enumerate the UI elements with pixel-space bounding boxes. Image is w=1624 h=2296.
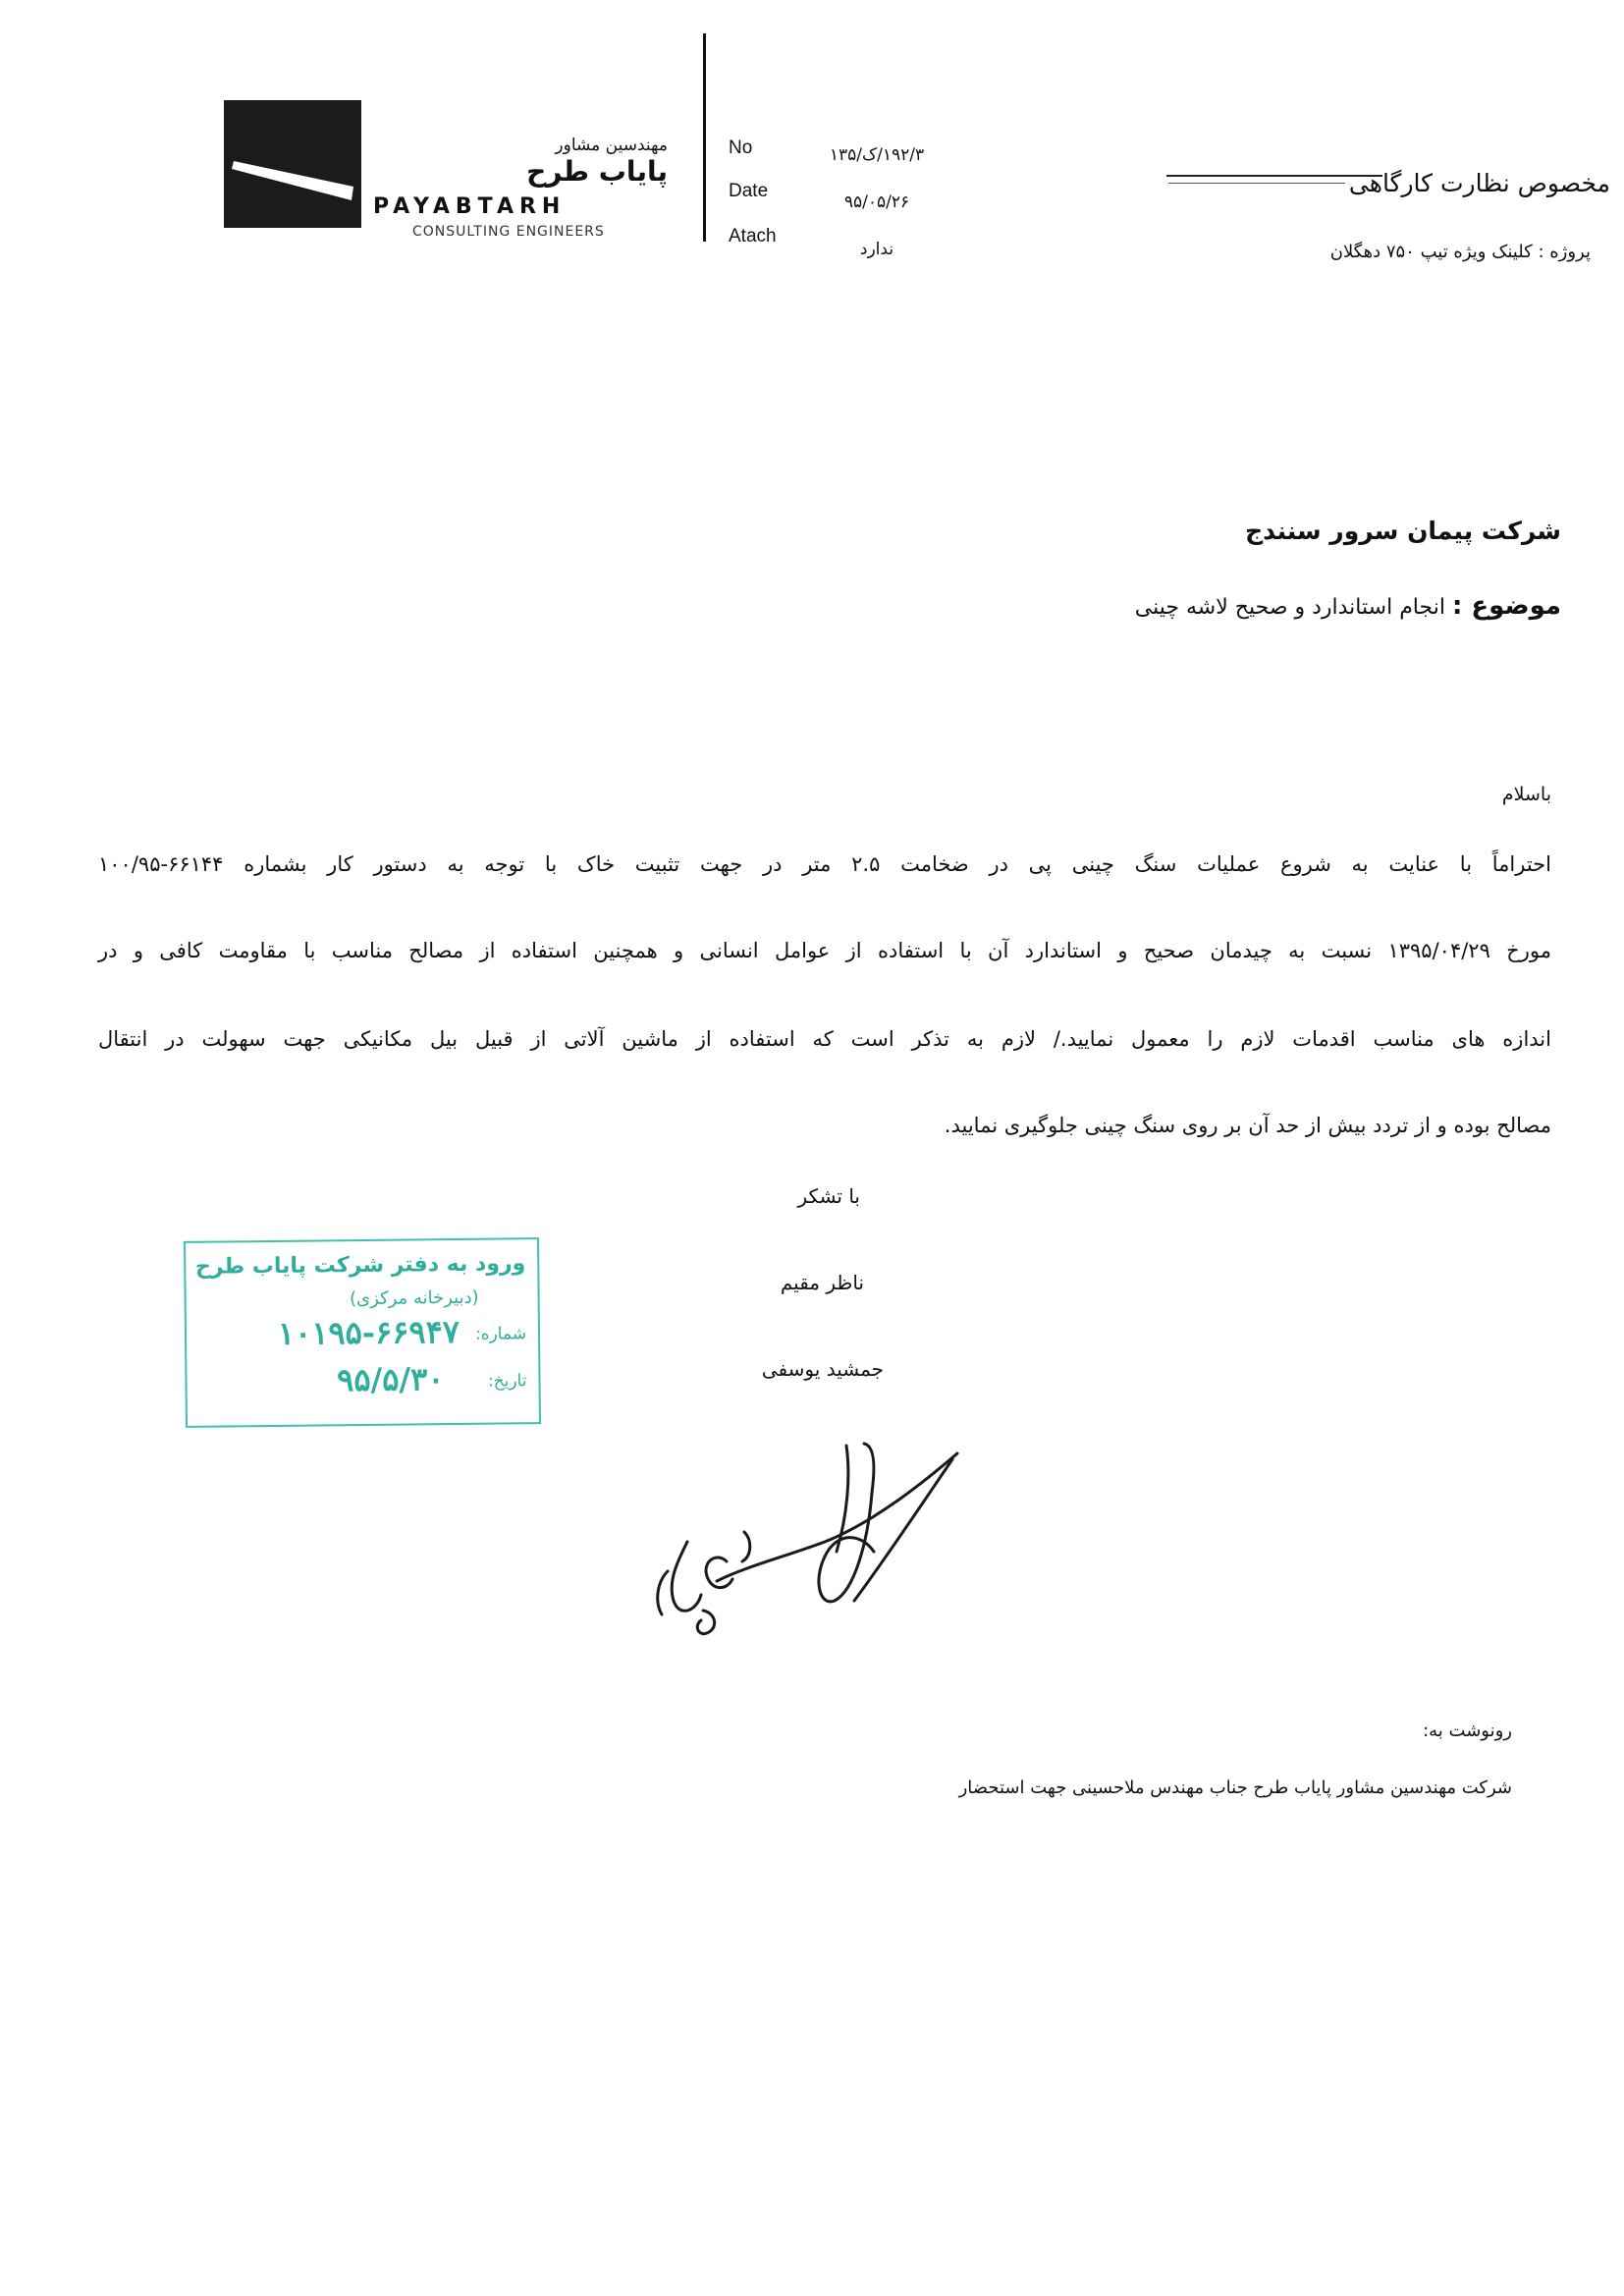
receipt-stamp — [184, 1237, 541, 1428]
body-line: احتراماً با عنایت به شروع عملیات سنگ چینی پی در ضخامت ۲.۵ متر در جهت تثبیت خاک با توجه به دستور کار بشماره ۶۶۱۴۴-۱۰۰/۹۵ — [98, 852, 1551, 876]
handwritten-signature — [628, 1434, 982, 1660]
body-line: مصالح بوده و از تردد بیش از حد آن بر روی سنگ چینی جلوگیری نمایید. — [944, 1114, 1551, 1137]
company-name-en: PAYABTARH — [373, 194, 567, 219]
supervision-label: مخصوص نظارت کارگاهی — [1348, 169, 1610, 197]
subject-row — [884, 591, 1561, 621]
company-name-fa-small: مهندسین مشاور — [555, 136, 668, 155]
cc-label: رونوشت به: — [1423, 1721, 1512, 1741]
closing-role: ناظر مقیم — [780, 1271, 864, 1294]
no-label: No — [729, 137, 753, 158]
cc-recipient: شرکت مهندسین مشاور پایاب طرح جناب مهندس ملاحسینی جهت استحضار — [958, 1777, 1512, 1798]
stamp-title: ورود به دفتر شرکت پایاب طرح — [194, 1251, 526, 1280]
closing-thanks: با تشکر — [797, 1184, 860, 1208]
no-value: ۱۹۲/۳/ک/۱۳۵ — [829, 145, 925, 165]
stamp-number-label: شماره: — [474, 1324, 527, 1344]
date-value: ۹۵/۰۵/۲۶ — [843, 192, 910, 212]
closing-name: جمشید یوسفی — [761, 1357, 884, 1381]
stamp-subtitle: (دبیرخانه مرکزی) — [349, 1286, 479, 1310]
company-logo-mark — [224, 100, 361, 228]
logo-wedge-icon — [224, 100, 361, 228]
company-name-fa: پایاب طرح — [526, 155, 668, 188]
attach-label: Atach — [729, 226, 777, 246]
recipient: شرکت پیمان سرور سنندج — [1245, 517, 1561, 545]
attach-value: ندارد — [859, 240, 894, 259]
greeting: باسلام — [1501, 784, 1551, 805]
body-line: اندازه های مناسب اقدمات لازم را معمول نمایید./ لازم به تذکر است که استفاده از ماشین آلاتی از قبیل بیل مکانیکی جهت سهولت در انتقال — [98, 1027, 1551, 1051]
subject-text: انجام استاندارد و صحیح لاشه چینی — [1134, 595, 1445, 620]
subject-label: موضوع : — [1451, 591, 1561, 621]
stamp-date-label: تاریخ: — [487, 1371, 527, 1392]
stamp-date-value: ۹۵/۵/۳۰ — [336, 1360, 445, 1399]
project-line: پروژه : کلینک ویژه تیپ ۷۵۰ دهگلان — [1329, 242, 1591, 262]
body-line: مورخ ۱۳۹۵/۰۴/۲۹ نسبت به چیدمان صحیح و استاندارد آن با استفاده از عوامل انسانی و همچنین استفاده از مصالح مناسب با مقاومت کافی و در — [98, 939, 1551, 962]
company-subtitle: CONSULTING ENGINEERS — [412, 224, 605, 240]
date-label: Date — [729, 181, 769, 201]
header-divider — [703, 33, 706, 242]
stamp-number-value: ۱۰۱۹۵-۶۶۹۴۷ — [277, 1312, 460, 1352]
